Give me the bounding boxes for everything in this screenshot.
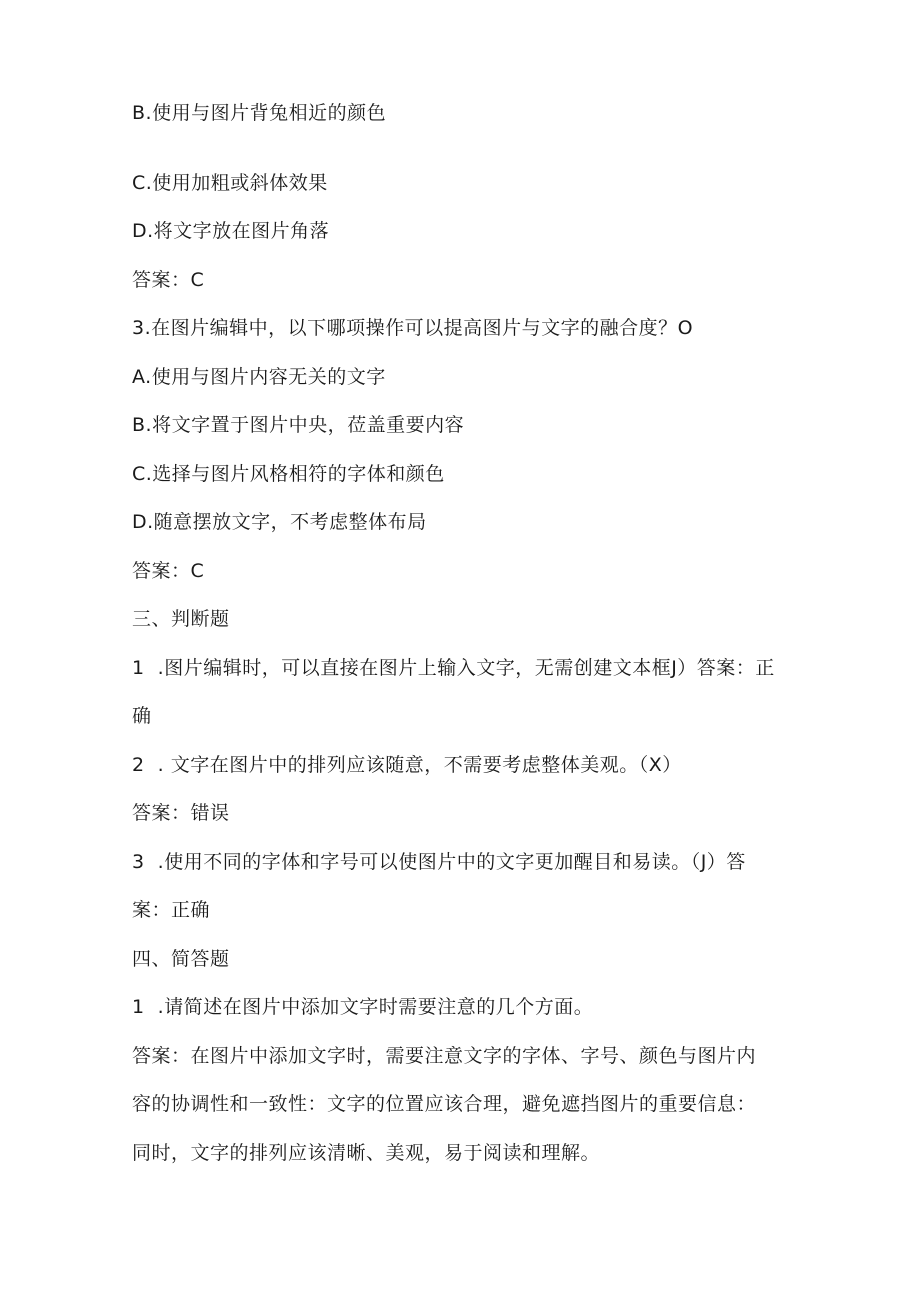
section-heading-true-false: 三、判断题 <box>132 608 230 630</box>
short-answer-answer-line-3: 同时，文字的排列应该清晰、美观，易于阅读和理解。 <box>132 1142 601 1164</box>
option-c-q2: C.使用加粗或斜体效果 <box>132 172 328 194</box>
option-a-q3: A.使用与图片内容无关的文字 <box>132 366 386 388</box>
true-false-item-3-continued: 案：正确 <box>132 899 211 921</box>
short-answer-question-1: 1 .请简述在图片中添加文字时需要注意的几个方面。 <box>132 996 594 1018</box>
short-answer-answer-line-1: 答案：在图片中添加文字时，需要注意文字的字体、字号、颜色与图片内 <box>132 1045 757 1067</box>
true-false-item-3: 3 .使用不同的字体和字号可以使图片中的文字更加醒目和易读。（J）答 <box>132 851 746 873</box>
option-b-q3: B.将文字置于图片中央，莅盖重要内容 <box>132 414 465 436</box>
section-heading-short-answer: 四、简答题 <box>132 948 230 970</box>
short-answer-answer-line-2: 容的协调性和一致性：文字的位置应该合理，避免遮挡图片的重要信息： <box>132 1093 757 1115</box>
option-d-q2: D.将文字放在图片角落 <box>132 220 330 242</box>
answer-q3: 答案：C <box>132 560 205 582</box>
true-false-item-1: 1 .图片编辑时，可以直接在图片上输入文字，无需创建文本框J）答案：正 <box>132 657 775 679</box>
answer-q2: 答案：C <box>132 269 205 291</box>
question-3: 3.在图片编辑中，以下哪项操作可以提高图片与文字的融合度？O <box>132 317 694 339</box>
option-c-q3: C.选择与图片风格相符的字体和颜色 <box>132 463 445 485</box>
option-d-q3: D.随意摆放文字，不考虑整体布局 <box>132 511 427 533</box>
true-false-item-2: 2 . 文字在图片中的排列应该随意，不需要考虑整体美观。（X） <box>132 754 682 776</box>
option-b-q2: B.使用与图片背兔相近的颜色 <box>132 102 387 124</box>
true-false-item-1-continued: 确 <box>132 705 152 727</box>
true-false-answer-2: 答案：错误 <box>132 802 230 824</box>
